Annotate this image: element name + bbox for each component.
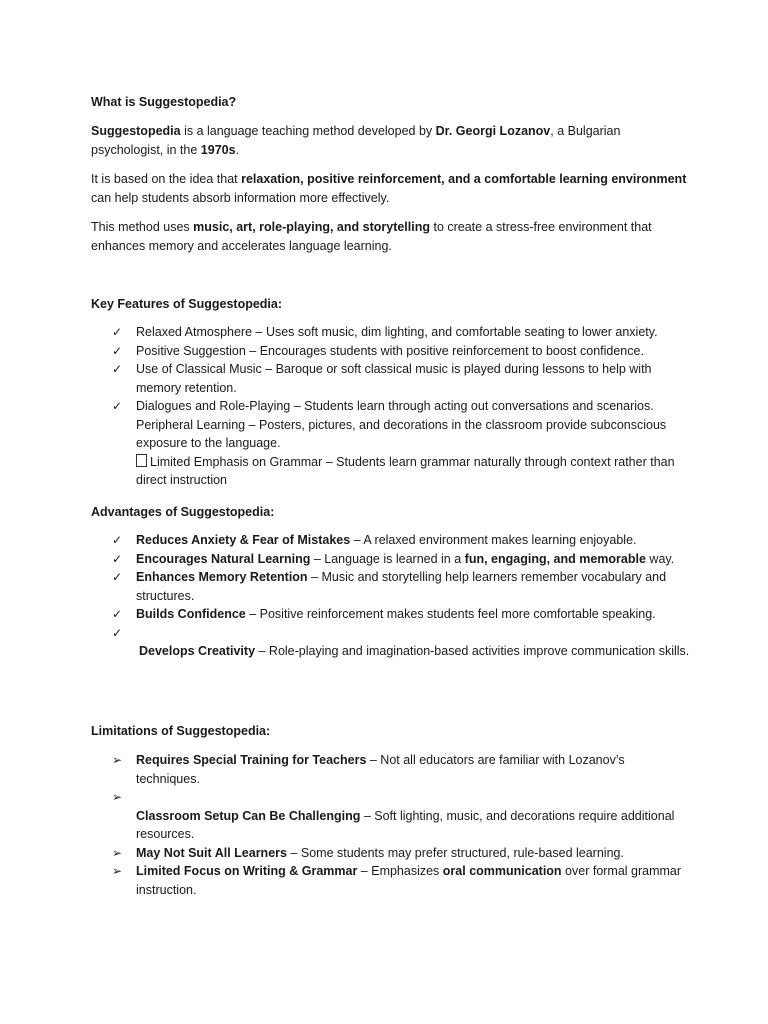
arrow-bullet-icon <box>112 844 128 863</box>
missing-glyph-box-icon <box>136 454 147 467</box>
text: – A relaxed environment makes learning enjoyable. <box>350 533 637 547</box>
text: – Role-playing and imagination-based activities improve communication skills. <box>255 644 690 658</box>
checkmark-icon <box>112 550 128 569</box>
text: is a language teaching method developed by <box>180 124 436 138</box>
list-item-continuation: Peripheral Learning – Posters, pictures, and decorations in the classroom provide subconscious exposure to the language. <box>136 417 667 450</box>
checkmark-icon <box>112 624 128 643</box>
list-item <box>91 360 691 397</box>
bold-text: fun, engaging, and memorable <box>464 551 646 566</box>
text: way. <box>645 551 675 566</box>
bold-text: Enhances Memory Retention <box>136 570 308 584</box>
section-heading: Limitations of Suggestopedia: <box>91 724 271 738</box>
text: – Some students may prefer structured, rule-based learning. <box>286 845 624 860</box>
list-item <box>91 788 691 844</box>
list-item <box>91 568 691 605</box>
checkmark-icon <box>112 568 128 587</box>
advantages-heading-block <box>91 503 691 522</box>
list-item <box>91 605 691 624</box>
features-heading-block <box>91 295 691 314</box>
checkmark-icon <box>112 531 128 550</box>
bold-text: May Not Suit All Learners <box>136 845 287 860</box>
list-item-text: Positive Suggestion – Encourages students with positive reinforcement to boost confidence. <box>136 343 644 358</box>
list-item-text: Relaxed Atmosphere – Uses soft music, dim lighting, and comfortable seating to lower anxiety. <box>136 325 658 339</box>
list-item <box>91 323 691 342</box>
text: – Positive reinforcement makes students feel more comfortable speaking. <box>245 607 656 621</box>
list-item <box>91 342 691 361</box>
bold-text: Requires Special Training for Teachers <box>136 753 367 767</box>
arrow-bullet-icon <box>112 751 128 770</box>
checkmark-icon <box>112 342 128 361</box>
list-item <box>91 751 691 788</box>
section-heading: What is Suggestopedia? <box>91 95 237 109</box>
term-lozanov: Dr. Georgi Lozanov <box>435 124 551 138</box>
bold-text: Develops Creativity <box>139 644 256 658</box>
list-item <box>91 624 691 661</box>
arrow-bullet-icon <box>112 788 128 807</box>
section-heading: Key Features of Suggestopedia: <box>91 297 283 311</box>
text: – Music and storytelling help learners remember vocabulary and structures. <box>136 570 667 603</box>
checkmark-icon <box>112 397 128 416</box>
section-heading: Advantages of Suggestopedia: <box>91 505 275 519</box>
intro-paragraph-3 <box>91 218 691 255</box>
list-item-text: Use of Classical Music – Baroque or soft classical music is played during lessons to help with memory retention. <box>136 362 652 395</box>
bold-text: Builds Confidence <box>136 607 246 621</box>
list-item <box>91 844 691 863</box>
text: This method uses <box>91 220 194 234</box>
text: . <box>235 142 240 157</box>
text: – Emphasizes <box>357 864 443 878</box>
bold-text: oral communication <box>442 864 562 878</box>
list-item-text: Dialogues and Role-Playing – Students learn through acting out conversations and scenarios. <box>136 399 654 413</box>
checkmark-icon <box>112 605 128 624</box>
checkmark-icon <box>112 323 128 342</box>
text: over formal grammar instruction. <box>136 864 682 897</box>
list-item <box>91 550 691 569</box>
bold-text: relaxation, positive reinforcement, and a comfortable learning environment <box>241 172 687 186</box>
term-1970s: 1970s <box>200 142 236 157</box>
intro-heading <box>91 93 691 112</box>
advantages-list <box>91 531 691 661</box>
text: , a Bulgarian psychologist, in the <box>91 124 621 157</box>
text: can help students absorb information more effectively. <box>91 190 390 205</box>
checkmark-icon <box>112 360 128 379</box>
list-item <box>91 531 691 550</box>
intro-paragraph-1 <box>91 122 691 159</box>
bold-text: music, art, role-playing, and storytelling <box>193 220 430 234</box>
features-list <box>91 323 691 490</box>
text: – Soft lighting, music, and decorations require additional resources. <box>136 808 675 841</box>
intro-paragraph-2 <box>91 170 691 207</box>
bold-text: Encourages Natural Learning <box>136 551 311 566</box>
arrow-bullet-icon <box>112 862 128 881</box>
limitations-heading-block <box>91 722 691 741</box>
limitations-list <box>91 751 691 899</box>
list-item <box>91 397 691 490</box>
text: – Language is learned in a <box>310 551 465 566</box>
text: – Not all educators are familiar with Lozanov’s techniques. <box>136 753 625 786</box>
text: to create a stress-free environment that enhances memory and accelerates language learning. <box>91 220 652 253</box>
list-item-continuation: Limited Emphasis on Grammar – Students learn grammar naturally through context rather than direct instruction <box>136 454 675 487</box>
bold-text: Classroom Setup Can Be Challenging <box>136 808 361 823</box>
term-suggestopedia: Suggestopedia <box>91 124 181 138</box>
bold-text: Limited Focus on Writing & Grammar <box>136 864 358 878</box>
text: It is based on the idea that <box>91 172 242 186</box>
list-item <box>91 862 691 899</box>
bold-text: Reduces Anxiety & Fear of Mistakes <box>136 533 351 547</box>
